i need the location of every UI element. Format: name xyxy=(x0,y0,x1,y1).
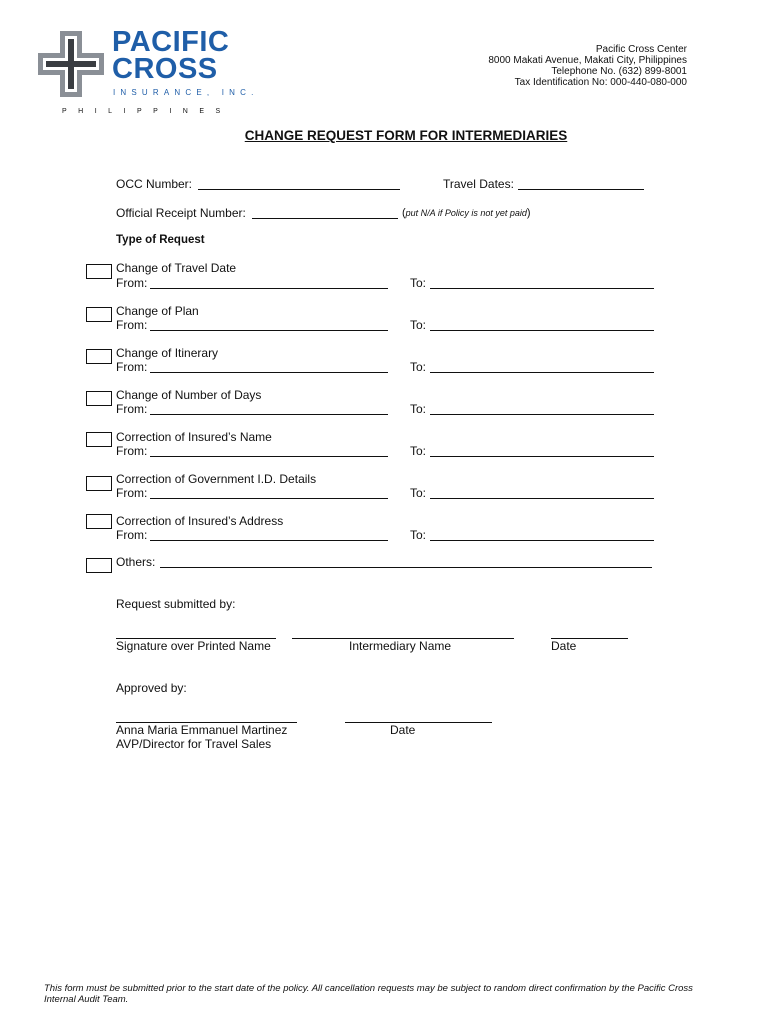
from-label: From: xyxy=(116,318,148,332)
brand-name-line1: PACIFIC xyxy=(112,26,230,58)
approver-title: AVP/Director for Travel Sales xyxy=(116,737,272,751)
request-label: Change of Plan xyxy=(116,304,199,318)
request-checkbox[interactable] xyxy=(86,307,112,322)
request-label: Change of Travel Date xyxy=(116,261,237,275)
brand-country: PHILIPPINES xyxy=(62,108,232,115)
approved-date-field[interactable] xyxy=(345,722,492,723)
receipt-note-close: ) xyxy=(526,207,531,219)
request-label: Correction of Government I.D. Details xyxy=(116,472,317,486)
type-of-request-heading: Type of Request xyxy=(116,234,205,246)
signature-label: Signature over Printed Name xyxy=(116,639,271,653)
from-field[interactable] xyxy=(150,414,388,415)
to-field[interactable] xyxy=(430,288,654,289)
request-checkbox[interactable] xyxy=(86,432,112,447)
address-line: Tax Identification No: 000-440-080-000 xyxy=(514,77,687,88)
from-label: From: xyxy=(116,528,148,542)
address-line: 8000 Makati Avenue, Makati City, Philippines xyxy=(488,55,687,66)
request-checkbox[interactable] xyxy=(86,514,112,529)
to-field[interactable] xyxy=(430,540,654,541)
intermediary-name-label: Intermediary Name xyxy=(349,639,452,653)
others-label: Others: xyxy=(116,555,156,569)
from-label: From: xyxy=(116,360,148,374)
request-checkbox[interactable] xyxy=(86,391,112,406)
to-field[interactable] xyxy=(430,456,654,457)
approver-name: Anna Maria Emmanuel Martinez xyxy=(116,723,288,737)
occ-number-field[interactable] xyxy=(198,189,400,190)
from-field[interactable] xyxy=(150,372,388,373)
request-checkbox[interactable] xyxy=(86,264,112,279)
company-address xyxy=(488,44,687,88)
travel-dates-label: Travel Dates: xyxy=(443,177,514,191)
address-line: Telephone No. (632) 899-8001 xyxy=(551,66,687,77)
to-label: To: xyxy=(410,486,427,500)
from-field[interactable] xyxy=(150,540,388,541)
receipt-note-text: put N/A if Policy is not yet paid xyxy=(405,208,527,218)
from-label: From: xyxy=(116,444,148,458)
request-checkbox[interactable] xyxy=(86,476,112,491)
to-label: To: xyxy=(410,444,427,458)
to-label: To: xyxy=(410,318,427,332)
address-line: Pacific Cross Center xyxy=(595,44,687,55)
to-field[interactable] xyxy=(430,414,654,415)
receipt-note xyxy=(402,207,531,219)
approved-date-label: Date xyxy=(390,723,416,737)
receipt-note-open: ( xyxy=(402,207,406,219)
form-title: CHANGE REQUEST FORM FOR INTERMEDIARIES xyxy=(244,128,568,143)
to-label: To: xyxy=(410,276,427,290)
receipt-number-label: Official Receipt Number: xyxy=(116,206,246,220)
occ-number-label: OCC Number: xyxy=(116,177,193,191)
submitted-date-label: Date xyxy=(551,639,577,653)
request-label: Change of Itinerary xyxy=(116,346,219,360)
from-label: From: xyxy=(116,486,148,500)
brand-subtitle: INSURANCE, INC. xyxy=(113,88,259,97)
from-field[interactable] xyxy=(150,456,388,457)
others-field[interactable] xyxy=(160,567,652,568)
travel-dates-field[interactable] xyxy=(518,189,644,190)
to-label: To: xyxy=(410,402,427,416)
request-checkbox[interactable] xyxy=(86,349,112,364)
from-field[interactable] xyxy=(150,288,388,289)
to-label: To: xyxy=(410,528,427,542)
pacific-cross-logo-icon xyxy=(38,31,104,97)
others-checkbox[interactable] xyxy=(86,558,112,573)
to-label: To: xyxy=(410,360,427,374)
request-label: Correction of Insured’s Address xyxy=(116,514,284,528)
receipt-number-field[interactable] xyxy=(252,218,398,219)
brand-name-line2: CROSS xyxy=(112,53,218,85)
to-field[interactable] xyxy=(430,372,654,373)
to-field[interactable] xyxy=(430,498,654,499)
from-label: From: xyxy=(116,402,148,416)
request-submitted-by-label: Request submitted by: xyxy=(116,597,236,611)
request-label: Change of Number of Days xyxy=(116,388,262,402)
from-label: From: xyxy=(116,276,148,290)
approved-by-label: Approved by: xyxy=(116,681,187,695)
from-field[interactable] xyxy=(150,330,388,331)
to-field[interactable] xyxy=(430,330,654,331)
from-field[interactable] xyxy=(150,498,388,499)
request-label: Correction of Insured’s Name xyxy=(116,430,272,444)
footer-note: This form must be submitted prior to the start date of the policy. All cancellation requests may be subject to random direct confirmation by the Pacific Cross Internal Audit Team. xyxy=(44,983,693,1005)
